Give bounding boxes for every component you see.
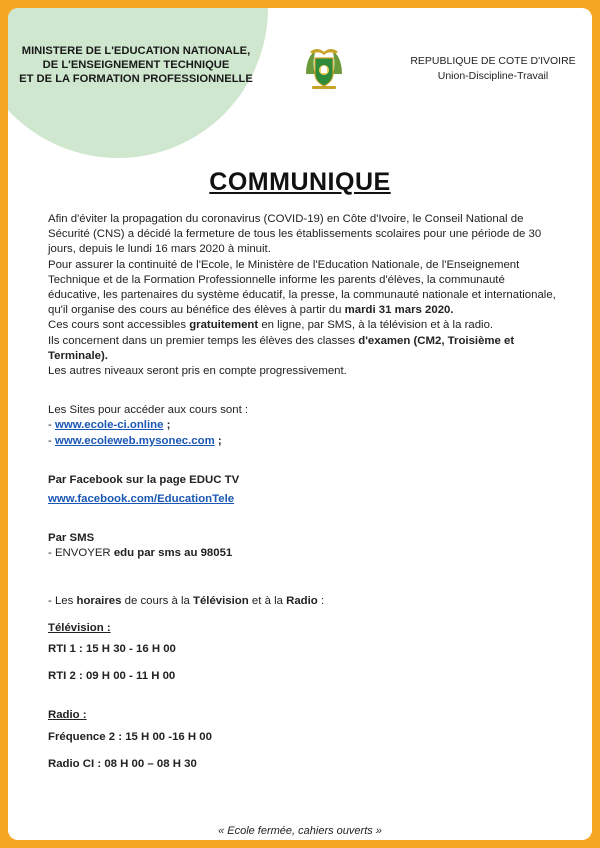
schedule-text: - Les [48, 594, 74, 607]
access-channels: en ligne, par SMS, à la télévision et à la radio. [261, 319, 494, 332]
start-date: mardi 31 mars 2020. [344, 304, 454, 317]
free-label: gratuitement [189, 319, 259, 332]
paragraph-classes [48, 334, 558, 364]
site-separator: ; [166, 419, 171, 432]
radio-slot-frequence2: Fréquence 2 : 15 H 00 -16 H 00 [48, 730, 212, 743]
communique-body [48, 212, 558, 772]
radio-slot-radio-ci: Radio CI : 08 H 00 – 08 H 30 [48, 757, 197, 770]
schedule-horaires: horaires [76, 594, 122, 607]
facebook-heading [48, 473, 558, 488]
ministry-line: MINISTERE DE L'EDUCATION NATIONALE, [21, 45, 251, 57]
sms-code: edu par sms au 98051 [113, 547, 233, 560]
list-dash: - [48, 434, 52, 447]
radio-heading-text: Radio : [48, 709, 87, 722]
facebook-link[interactable]: www.facebook.com/EducationTele [48, 493, 235, 506]
sms-prefix: - ENVOYER [48, 547, 111, 560]
radio-slot [48, 730, 558, 745]
schedule-radio: Radio [286, 594, 318, 607]
paragraph-continuity [48, 258, 558, 319]
tv-heading [48, 621, 558, 636]
document-page [8, 8, 592, 840]
list-dash: - [48, 419, 52, 432]
ivory-coast-coat-of-arms-icon [300, 44, 348, 92]
continuity-text: Pour assurer la continuité de l'Ecole, le Ministère de l'Education Nationale, de l'Enseignement Technique et de la Formation Professionnelle informe les parents d'élèves, la communauté éducative, les partenaires du système éducatif, la presse, la communauté nationale et internationale, qu'il organise des cours au bénéfice des élèves à partir du [48, 258, 556, 317]
page-title: COMMUNIQUE [209, 168, 391, 196]
site-item [48, 418, 558, 433]
facebook-link-row [48, 492, 558, 507]
tv-slot [48, 642, 558, 657]
ministry-line: ET DE LA FORMATION PROFESSIONNELLE [19, 73, 253, 85]
schedule-text: de cours à la [124, 594, 190, 607]
radio-slot [48, 757, 558, 772]
schedule-television: Télévision [193, 594, 249, 607]
site-separator: ; [217, 434, 222, 447]
classes-text: Ils concernent dans un premier temps les élèves des classes [48, 334, 356, 347]
republic-header [403, 54, 583, 84]
access-text: Ces cours sont accessibles [48, 319, 187, 332]
paragraph-closure: Afin d'éviter la propagation du coronavirus (COVID-19) en Côte d'Ivoire, le Conseil National de Sécurité (CNS) a décidé la fermeture de tous les établissements scolaires pour une période de 30 jours, depuis le lundi 16 mars 2020 à minuit. [48, 213, 542, 256]
schedule-text: et à la [251, 594, 283, 607]
paragraph-access [48, 318, 558, 333]
tv-slot-rti2: RTI 2 : 09 H 00 - 11 H 00 [48, 670, 176, 683]
ministry-line: DE L'ENSEIGNEMENT TECHNIQUE [42, 59, 230, 71]
republic-name: REPUBLIQUE DE COTE D'IVOIRE [410, 55, 576, 67]
footer-slogan: « Ecole fermée, cahiers ouverts » [218, 825, 382, 837]
national-motto: Union-Discipline-Travail [437, 70, 549, 82]
tv-heading-text: Télévision : [48, 621, 111, 634]
ministry-name [16, 44, 256, 86]
radio-heading [48, 708, 558, 723]
tv-slot-rti1: RTI 1 : 15 H 30 - 16 H 00 [48, 643, 176, 656]
exam-classes: d'examen (CM2, Troisième et Terminale). [48, 334, 515, 362]
paragraph-other-levels: Les autres niveaux seront pris en compte progressivement. [48, 365, 347, 378]
sms-instruction [48, 546, 558, 561]
site-link-ecole-ci[interactable]: www.ecole-ci.online [54, 419, 164, 432]
sites-intro: Les Sites pour accéder aux cours sont : [48, 404, 249, 417]
sms-heading-text: Par SMS [48, 532, 95, 545]
tv-slot [48, 669, 558, 684]
site-link-ecoleweb[interactable]: www.ecoleweb.mysonec.com [54, 434, 215, 447]
sms-heading [48, 531, 558, 546]
schedule-text: : [320, 594, 325, 607]
site-item [48, 434, 558, 449]
schedule-intro [48, 594, 558, 609]
facebook-heading-text: Par Facebook sur la page EDUC TV [48, 473, 240, 486]
